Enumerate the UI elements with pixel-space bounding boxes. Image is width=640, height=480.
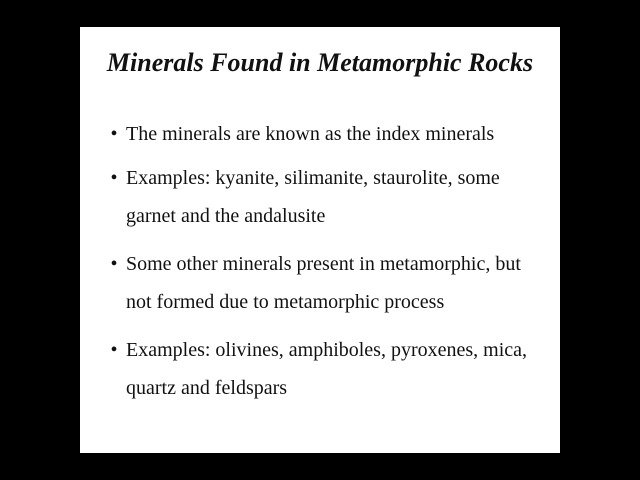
bullet-marker: • [110,339,118,361]
bullet-text: Examples: kyanite, silimanite, staurolite, some garnet and the andalusite [126,167,500,227]
bullet-marker: • [110,253,118,275]
slide-title: Minerals Found in Metamorphic Rocks [106,48,534,77]
bullet-text: The minerals are known as the index minerals [126,123,495,145]
bullet-text: Examples: olivines, amphiboles, pyroxenes, mica, quartz and feldspars [126,339,528,399]
bullet-marker: • [110,167,118,189]
bullet-text: Some other minerals present in metamorphic, but not formed due to metamorphic process [126,253,521,313]
bullet-marker: • [110,123,118,145]
presentation-slide [80,27,560,453]
